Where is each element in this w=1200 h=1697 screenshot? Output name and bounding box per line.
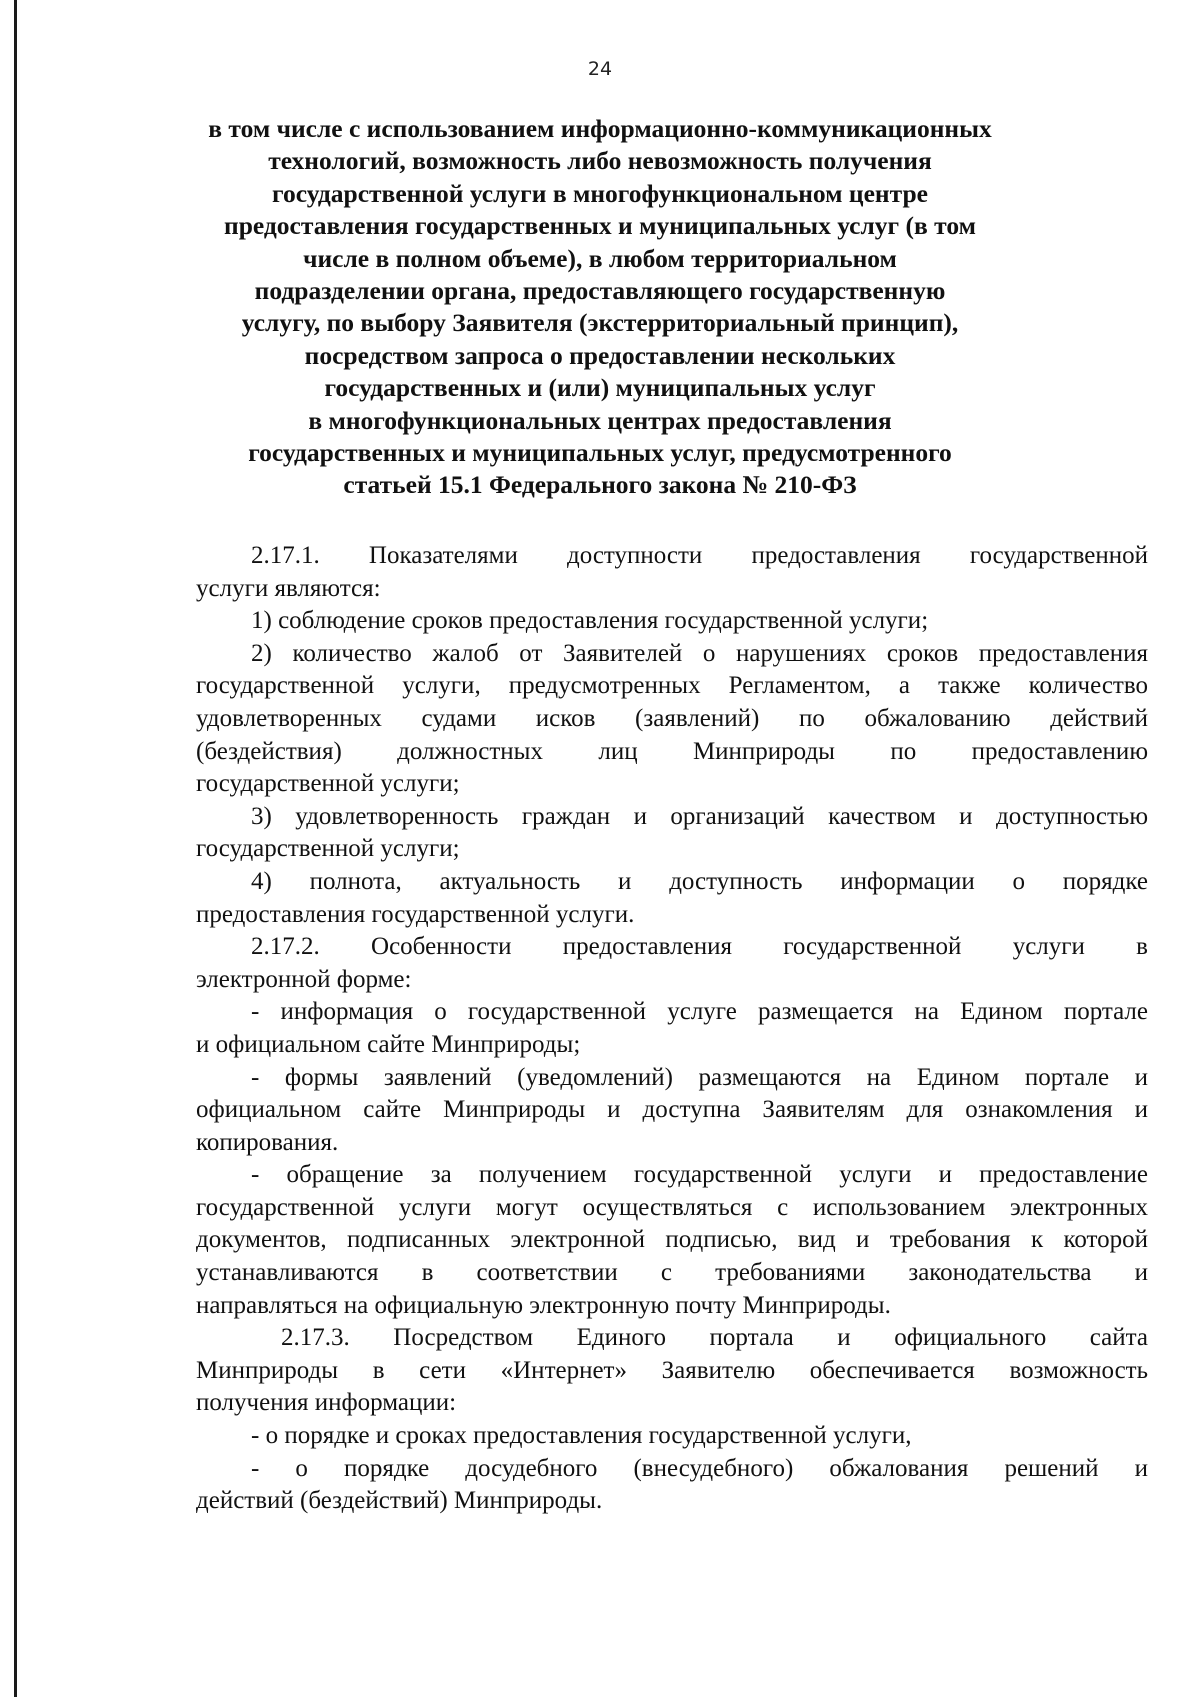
body-line: копирования. <box>196 1128 339 1156</box>
heading-line: в многофункциональных центрах предоставления <box>308 405 892 435</box>
heading-line: государственных и муниципальных услуг, предусмотренного <box>248 438 952 468</box>
body-line: официальном сайте Минприроды и доступна Заявителям для ознакомления и <box>196 1096 1148 1124</box>
body-line: - о порядке досудебного (внесудебного) обжалования решений и <box>251 1454 1148 1482</box>
heading-line: предоставления государственных и муниципальных услуг (в том <box>224 211 976 241</box>
heading-line: подразделении органа, предоставляющего государственную <box>254 276 946 306</box>
body-line: государственной услуги, предусмотренных Регламентом, а также количество <box>196 672 1148 700</box>
body-line: услуги являются: <box>196 574 381 602</box>
body-line: 3) удовлетворенность граждан и организаций качеством и доступностью <box>251 802 1148 830</box>
heading-line: государственных и (или) муниципальных услуг <box>324 373 876 403</box>
heading-line: посредством запроса о предоставлении нескольких <box>304 340 896 370</box>
body-line: 1) соблюдение сроков предоставления государственной услуги; <box>251 607 929 635</box>
heading-line: статьей 15.1 Федерального закона № 210-ФЗ <box>343 470 857 500</box>
body-line: электронной форме: <box>196 965 412 993</box>
body-line: государственной услуги; <box>196 835 460 863</box>
body-line: Минприроды в сети «Интернет» Заявителю обеспечивается возможность <box>196 1356 1148 1384</box>
body-line: 2.17.1. Показателями доступности предоставления государственной <box>251 542 1148 569</box>
body-line: направляться на официальную электронную почту Минприроды. <box>196 1291 891 1319</box>
body-line: - обращение за получением государственной услуги и предоставление <box>251 1161 1148 1189</box>
heading-line: услугу, по выбору Заявителя (экстерриториальный принцип), <box>241 308 959 338</box>
body-line: документов, подписанных электронной подписью, вид и требования к которой <box>196 1226 1148 1254</box>
body-line: - формы заявлений (уведомлений) размещаются на Едином портале и <box>251 1063 1148 1091</box>
section-heading <box>0 113 1200 502</box>
heading-line: технологий, возможность либо невозможность получения <box>268 146 932 176</box>
body-line: получения информации: <box>196 1389 457 1417</box>
body-line: - о порядке и сроках предоставления государственной услуги, <box>251 1422 912 1450</box>
heading-line: государственной услуги в многофункциональном центре <box>272 178 928 208</box>
body-line: предоставления государственной услуги. <box>196 900 635 928</box>
body-line: удовлетворенных судами исков (заявлений) по обжалованию действий <box>196 704 1148 732</box>
body-line: и официальном сайте Минприроды; <box>196 1030 581 1058</box>
body-line: устанавливаются в соответствии с требованиями законодательства и <box>196 1259 1148 1287</box>
page-number: 24 <box>587 58 613 80</box>
body-line: действий (бездействий) Минприроды. <box>196 1487 603 1515</box>
body-line: 4) полнота, актуальность и доступность информации о порядке <box>251 867 1148 895</box>
document-body <box>196 540 1148 1518</box>
body-line: 2.17.3. Посредством Единого портала и официального сайта <box>281 1324 1148 1352</box>
body-line: государственной услуги; <box>196 770 460 798</box>
body-line: 2) количество жалоб от Заявителей о нарушениях сроков предоставления <box>251 639 1148 667</box>
body-line: (бездействия) должностных лиц Минприроды по предоставлению <box>196 737 1148 765</box>
body-line: государственной услуги могут осуществляться с использованием электронных <box>196 1193 1148 1221</box>
heading-line: в том числе с использованием информационно-коммуникационных <box>208 114 992 143</box>
heading-line: числе в полном объеме), в любом территориальном <box>303 243 897 273</box>
body-line: - информация о государственной услуге размещается на Едином портале <box>251 998 1148 1026</box>
body-line: 2.17.2. Особенности предоставления государственной услуги в <box>251 933 1148 961</box>
